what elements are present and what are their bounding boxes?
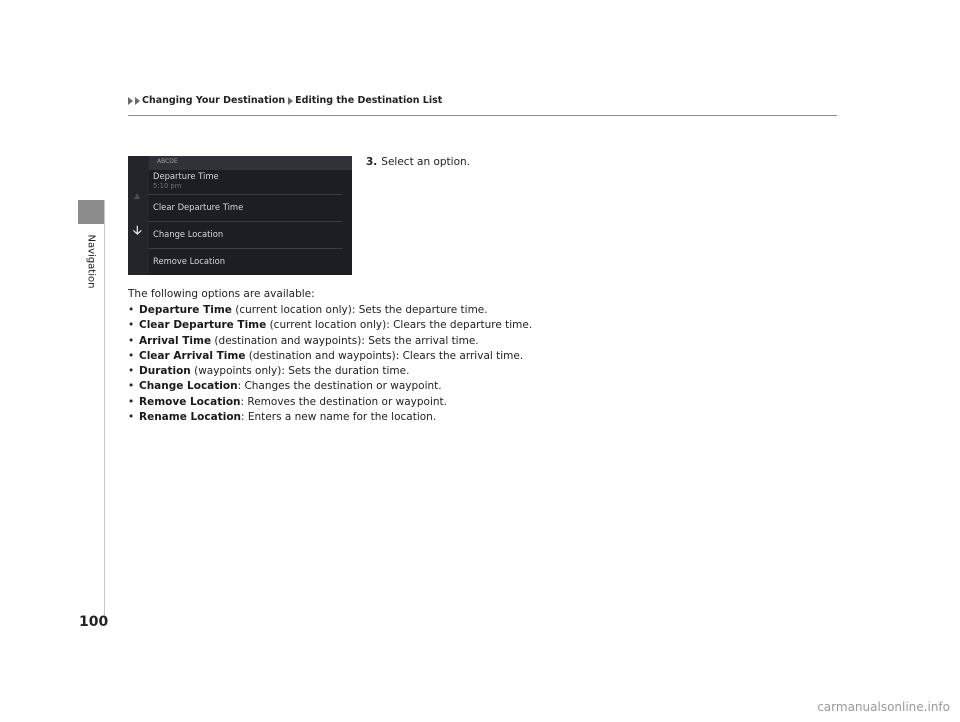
bullet-icon: • xyxy=(128,411,135,424)
menu-item-remove-location[interactable] xyxy=(149,249,342,275)
step-number: 3. xyxy=(366,156,378,168)
option-term: Clear Departure Time xyxy=(139,319,267,332)
section-label xyxy=(76,226,106,296)
option-description: (current location only): Sets the departure time. xyxy=(231,304,488,316)
option-description: : Changes the destination or waypoint. xyxy=(237,380,442,393)
menu-item-label: Clear Departure Time xyxy=(153,202,244,212)
up-arrow-icon[interactable]: ▲ xyxy=(134,191,141,200)
breadcrumb-arrow-icon xyxy=(128,97,133,105)
option-term: Change Location xyxy=(139,380,238,393)
option-term: Remove Location xyxy=(139,395,241,408)
screen-title-bar xyxy=(149,156,352,170)
option-description: (destination and waypoints): Sets the arrival time. xyxy=(211,334,479,347)
step-text: Select an option. xyxy=(381,156,470,168)
options-list xyxy=(128,303,532,425)
option-description: (destination and waypoints): Clears the arrival time. xyxy=(245,349,524,362)
option-term: Arrival Time xyxy=(139,334,212,347)
section-label-text: Navigation xyxy=(85,234,97,288)
option-description: : Removes the destination or waypoint. xyxy=(240,395,447,408)
step-instruction xyxy=(366,156,470,168)
option-term: Rename Location xyxy=(139,411,242,424)
option-description: : Enters a new name for the location. xyxy=(241,411,437,424)
menu-item-clear-departure-time[interactable] xyxy=(149,195,342,221)
watermark: carmanualsonline.info xyxy=(817,700,950,714)
option-description: (current location only): Clears the departure time. xyxy=(266,319,533,332)
list-item xyxy=(128,364,532,379)
menu-item-change-location[interactable] xyxy=(149,222,342,248)
bullet-icon: • xyxy=(128,334,135,347)
option-term: Clear Arrival Time xyxy=(139,349,246,362)
menu-item-label: Remove Location xyxy=(153,256,226,266)
list-item xyxy=(128,395,532,410)
breadcrumb-item[interactable]: Changing Your Destination xyxy=(142,95,286,106)
bullet-icon: • xyxy=(128,380,135,393)
down-arrow-icon[interactable]: 🡣 xyxy=(133,223,142,237)
breadcrumb-item[interactable]: Editing the Destination List xyxy=(295,95,443,106)
bullet-icon: • xyxy=(128,365,135,378)
list-item xyxy=(128,334,532,349)
section-tab xyxy=(78,200,105,224)
options-intro: The following options are available: xyxy=(128,288,315,300)
option-term: Departure Time xyxy=(139,304,232,316)
page-number: 100 xyxy=(79,614,109,630)
bullet-icon: • xyxy=(128,319,135,332)
menu-item-label: Departure Time xyxy=(153,171,219,181)
breadcrumb-arrow-icon xyxy=(288,97,293,105)
menu-item-subtext: 5:10 pm xyxy=(153,182,182,190)
list-item xyxy=(128,379,532,394)
navigation-screen xyxy=(128,156,352,275)
scroll-column xyxy=(128,156,149,275)
bullet-icon: • xyxy=(128,304,135,316)
list-item xyxy=(128,410,532,425)
screen-title: ABCDE xyxy=(157,158,178,165)
breadcrumb-arrow-icon xyxy=(135,97,140,105)
option-description: (waypoints only): Sets the duration time. xyxy=(190,365,410,378)
bullet-icon: • xyxy=(128,349,135,362)
breadcrumb xyxy=(128,95,442,106)
header-rule xyxy=(128,115,837,116)
menu-item-departure-time[interactable] xyxy=(149,170,342,194)
list-item xyxy=(128,303,532,318)
bullet-icon: • xyxy=(128,395,135,408)
menu-item-label: Change Location xyxy=(153,229,224,239)
list-item xyxy=(128,318,532,333)
list-item xyxy=(128,349,532,364)
option-term: Duration xyxy=(139,365,191,378)
